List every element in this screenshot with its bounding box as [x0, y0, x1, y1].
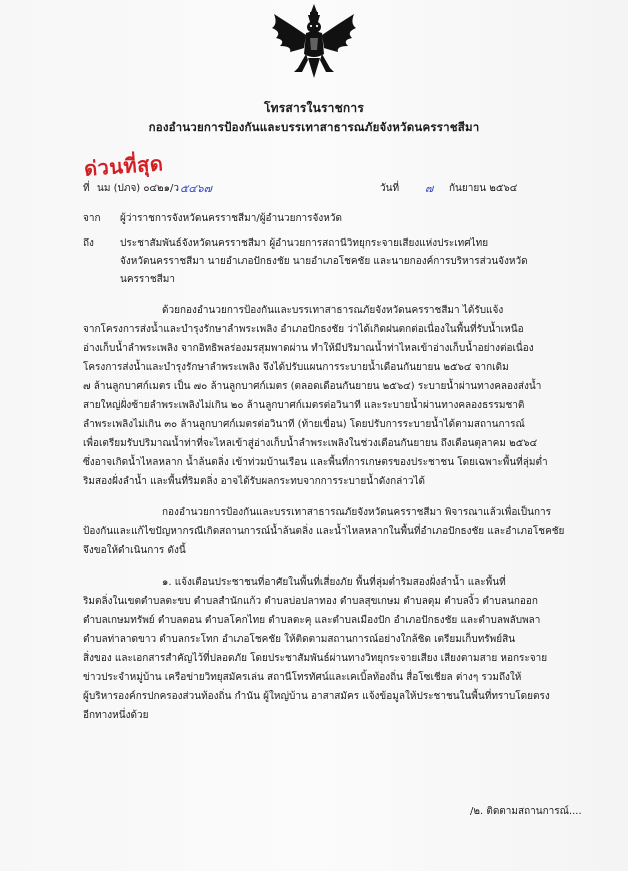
from-value: ผู้ว่าราชการจังหวัดนครราชสีมา/ผู้อำนวยการจังหวัด — [120, 213, 342, 224]
date-label: วันที่ — [380, 183, 400, 194]
ref-label: ที่ — [83, 183, 90, 194]
to-line: ประชาสัมพันธ์จังหวัดนครราชสีมา ผู้อำนวยการสถานีวิทยุกระจายเสียงแห่งประเทศไทย — [120, 238, 489, 249]
body-line: ตำบลเกษมทรัพย์ ตำบลตอน ตำบลโคกไทย ตำบลตะคุ และตำบลเมืองปัก อำเภอปักธงชัย และตำบลพลับพลา — [83, 615, 541, 626]
body-line: ลำพระเพลิงไม่เกิน ๓๐ ล้านลูกบาศก์เมตรต่อวินาที (ท้ายเขื่อน) โดยปรับการระบายน้ำได้ตามสถานการณ์ — [83, 419, 525, 430]
garuda-emblem-icon — [268, 2, 360, 82]
body-line: ซึ่งอาจเกิดน้ำไหลหลาก น้ำล้นตลิ่ง เข้าท่วมบ้านเรือน และพื้นที่การเกษตรของประชาชน โดยเฉพาะพื้นที่ลุ่มต่ำ — [83, 457, 548, 468]
body-line: ๑. แจ้งเตือนประชาชนที่อาศัยในพื้นที่เสี่ยงภัย พื้นที่ลุ่มต่ำริมสองฝั่งลำน้ำ และพื้นที่ — [162, 577, 506, 588]
body-line: จากโครงการส่งน้ำและบำรุงรักษาลำพระเพลิง อำเภอปักธงชัย ว่าได้เกิดฝนตกต่อเนื่องในพื้นที่รับน้ำเหนือ — [83, 324, 524, 335]
date-month-year: กันยายน ๒๕๖๔ — [449, 183, 518, 194]
to-label: ถึง — [83, 238, 94, 249]
urgent-stamp: ด่วนที่สุด — [83, 151, 165, 181]
body-line: ป้องกันและแก้ไขปัญหากรณีเกิดสถานการณ์น้ำล้นตลิ่ง และน้ำไหลหลากในพื้นที่อำเภอปักธงชัย และอำเภอโชคชัย — [83, 526, 565, 537]
body-line: อ่างเก็บน้ำลำพระเพลิง จากอิทธิพลร่องมรสุมพาดผ่าน ทำให้มีปริมาณน้ำท่าไหลเข้าอ่างเก็บน้ำอย่างต่อเนื่อง — [83, 343, 534, 354]
body-line: จึงขอให้ดำเนินการ ดังนี้ — [83, 545, 186, 556]
body-line: ๗ ล้านลูกบาศก์เมตร เป็น ๗๐ ล้านลูกบาศก์เมตร (ตลอดเดือนกันยายน ๒๕๖๔) ระบายน้ำผ่านทางคลองส่งน้ำ — [83, 381, 542, 392]
body-line: กองอำนวยการป้องกันและบรรเทาสาธารณภัยจังหวัดนครราชสีมา พิจารณาแล้วเพื่อเป็นการ — [162, 507, 552, 518]
ref-number-handwritten: ๕๔๖๗ — [180, 182, 212, 195]
date-day-handwritten: ๗ — [425, 182, 434, 195]
body-line: สายใหญ่ฝั่งซ้ายลำพระเพลิงไม่เกิน ๒๐ ล้านลูกบาศก์เมตรต่อวินาที และระบายน้ำผ่านทางคลองธรรมชาติ — [83, 400, 525, 411]
from-label: จาก — [83, 213, 101, 224]
body-line: ข่าวประจำหมู่บ้าน เครือข่ายวิทยุสมัครเล่น สถานีโทรทัศน์และเคเบิ้ลท้องถิ่น สื่อโซเชียล ต่างๆ รวมถึงให้ — [83, 672, 522, 683]
body-line: ตำบลท่าลาดขาว ตำบลกระโทก อำเภอโชคชัย ให้ติดตามสถานการณ์อย่างใกล้ชิด เตรียมเก็บทรัพย์สิน — [83, 634, 516, 645]
document-type-title: โทรสารในราชการ — [264, 101, 364, 115]
to-line: นครราชสีมา — [120, 274, 175, 285]
body-line: อีกทางหนึ่งด้วย — [83, 710, 149, 721]
body-line: สิ่งของ และเอกสารสำคัญไว้ที่ปลอดภัย โดยประชาสัมพันธ์ผ่านทางวิทยุกระจายเสียง เสียงตามสาย หอกระจาย — [83, 653, 548, 664]
body-line: ริมตลิ่งในเขตตำบลตะขบ ตำบลสำนักแก้ว ตำบลบ่อปลาทอง ตำบลสุขเกษม ตำบลดุม ตำบลงิ้ว ตำบลนกออก — [83, 596, 538, 607]
ref-prefix: นม (ปภจ) ๐๔๒๑/ว — [97, 183, 179, 194]
to-line: จังหวัดนครราชสีมา นายอำเภอปักธงชัย นายอำเภอโชคชัย และนายกองค์การบริหารส่วนจังหวัด — [120, 256, 528, 267]
body-line: ริมสองฝั่งลำน้ำ และพื้นที่ริมตลิ่ง อาจได้รับผลกระทบจากการระบายน้ำดังกล่าวได้ — [83, 476, 426, 487]
body-line: ผู้บริหารองค์กรปกครองส่วนท้องถิ่น กำนัน ผู้ใหญ่บ้าน อาสาสมัคร แจ้งข้อมูลให้ประชาชนในพื้นที่ทราบโดยตรง — [83, 691, 550, 702]
body-line: โครงการส่งน้ำและบำรุงรักษาลำพระเพลิง จึงได้ปรับแผนการระบายน้ำเดือนกันยายน ๒๕๖๔ จากเดิม — [83, 362, 509, 373]
continued-next-page: /๒. ติดตามสถานการณ์.... — [470, 806, 582, 817]
body-line: เพื่อเตรียมรับปริมาณน้ำท่าที่จะไหลเข้าสู่อ่างเก็บน้ำลำพระเพลิงในช่วงเดือนกันยายน ถึงเดือนตุลาคม ๒๕๖๔ — [83, 438, 538, 449]
issuing-agency: กองอำนวยการป้องกันและบรรเทาสาธารณภัยจังหวัดนครราชสีมา — [148, 120, 480, 134]
body-line: ด้วยกองอำนวยการป้องกันและบรรเทาสาธารณภัยจังหวัดนครราชสีมา ได้รับแจ้ง — [162, 305, 504, 316]
